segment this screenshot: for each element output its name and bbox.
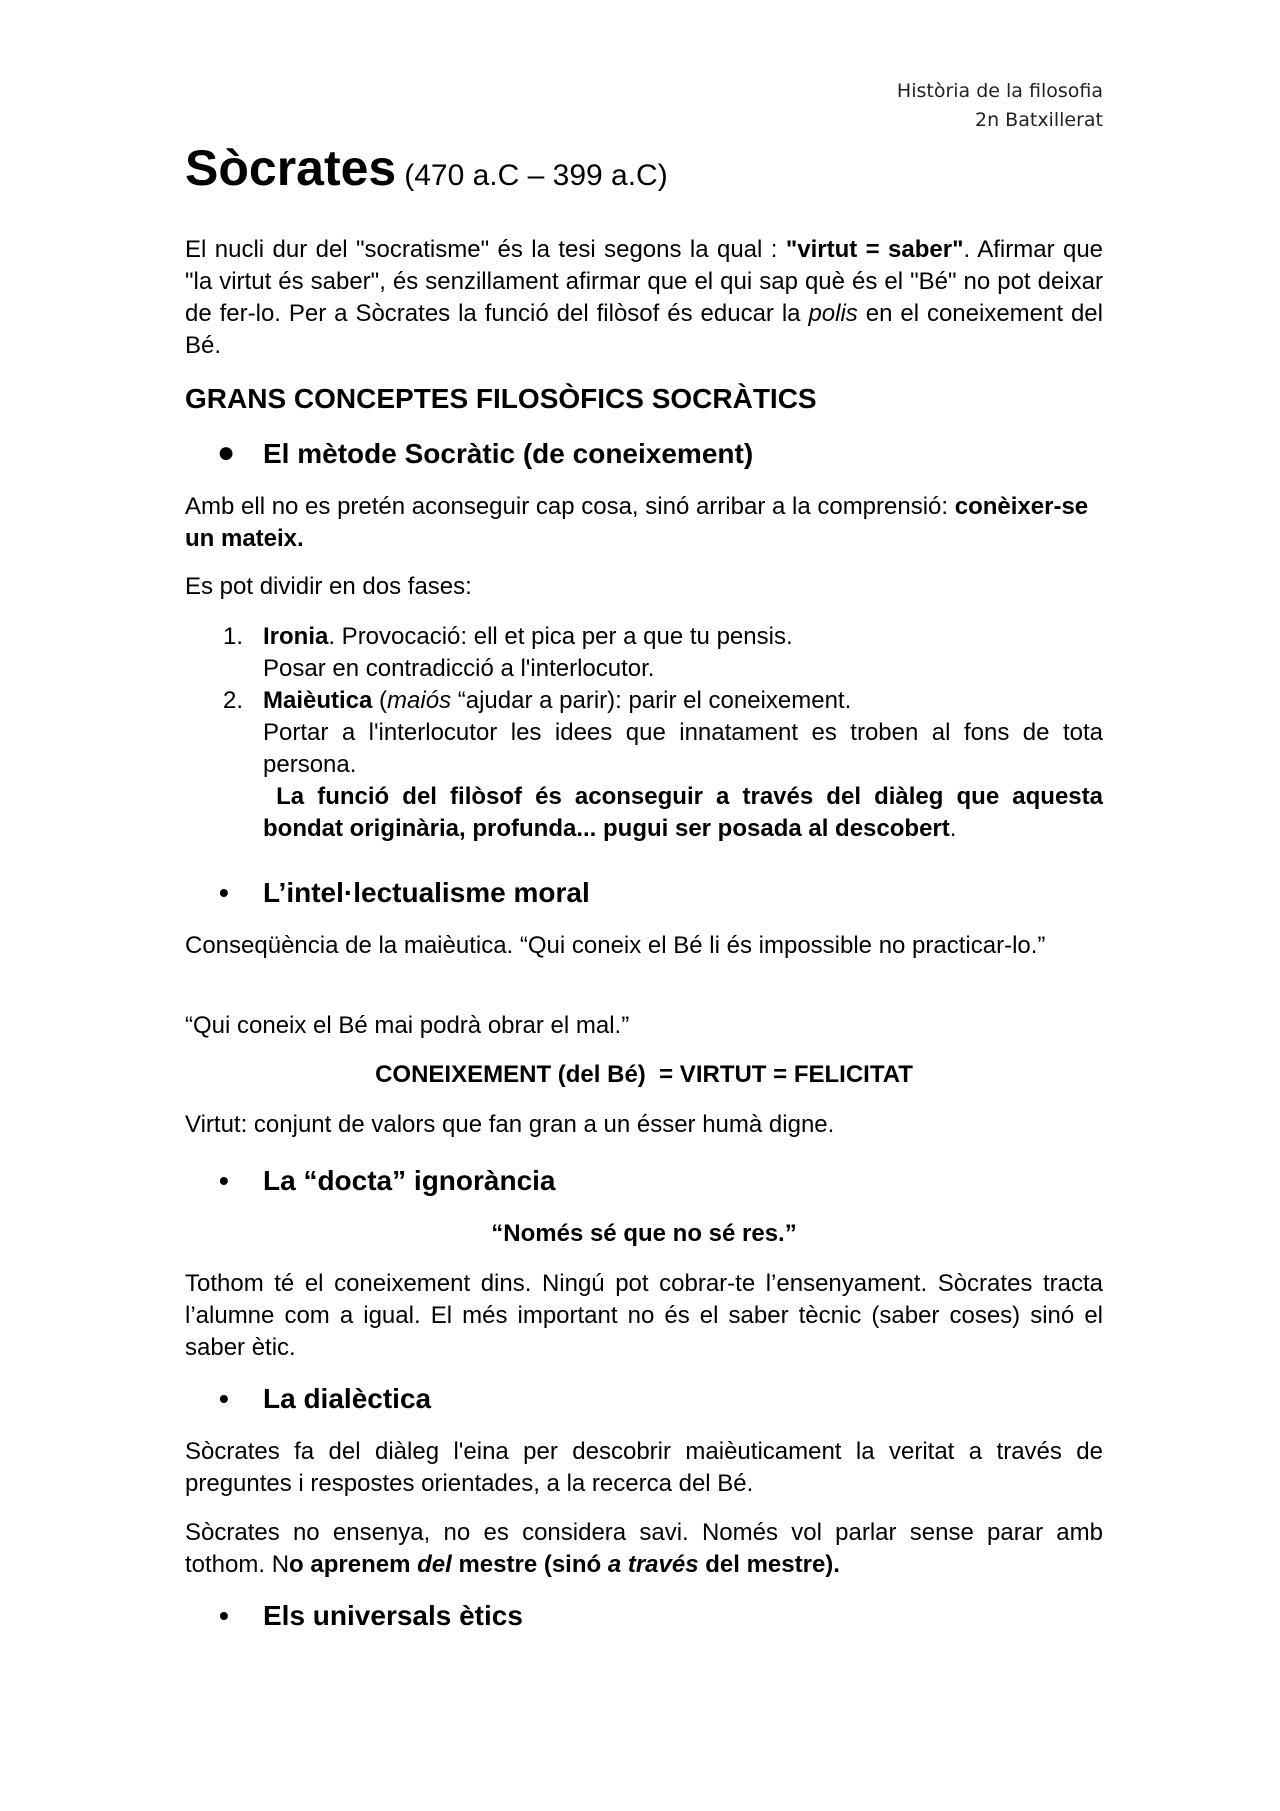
- phases-list: [185, 621, 1110, 845]
- bullet-icon: •: [219, 1383, 229, 1414]
- maieutica-line-3-bold: La funció del filòsof és aconseguir a través del diàleg que aquesta bondat originària, profunda... pugui ser posada al descobert: [263, 783, 1110, 842]
- intel-paragraph-2: “Qui coneix el Bé mai podrà obrar el mal.”: [185, 1012, 630, 1039]
- metode-p1-bold: conèixer-se un mateix.: [185, 493, 1089, 552]
- section-heading: GRANS CONCEPTES FILOSÒFICS SOCRÀTICS: [185, 383, 817, 414]
- list-number: 1.: [223, 623, 244, 650]
- docta-paragraph: Tothom té el coneixement dins. Ningú pot cobrar-te l’ensenyament. Sòcrates tracta l’alumne com a igual. El més important no és el saber tècnic (saber coses) sinó el saber ètic.: [185, 1270, 1103, 1361]
- title-name: Sòcrates: [185, 140, 397, 196]
- intro-italic-1: polis: [808, 300, 858, 327]
- metode-paragraph-2: Es pot dividir en dos fases:: [185, 573, 472, 600]
- heading-universals-text: Els universals ètics: [263, 1600, 523, 1631]
- dialectica-p2-bold-3: del mestre).: [698, 1551, 840, 1578]
- ironia-text: . Provocació: ell et pica per a que tu pensis.: [328, 623, 793, 650]
- ironia-line-2: Posar en contradicció a l'interlocutor.: [263, 655, 655, 682]
- heading-docta-text: La “docta” ignorància: [263, 1165, 556, 1196]
- metode-p1-text: Amb ell no es pretén aconseguir cap cosa, sinó arribar a la comprensió:: [185, 493, 955, 520]
- header-course: 2n Batxillerat: [975, 109, 1103, 131]
- dialectica-p2-bold-2: mestre (sinó: [451, 1551, 608, 1578]
- maieutica-italic: maiós: [387, 687, 452, 714]
- intel-paragraph-1: Conseqüència de la maièutica. “Qui coneix el Bé li és impossible no practicar-lo.”: [185, 932, 1046, 959]
- list-item-maieutica: [185, 685, 1110, 845]
- list-item-ironia: [185, 621, 1103, 685]
- bullet-icon: •: [219, 877, 229, 908]
- bullet-icon: •: [219, 1600, 229, 1631]
- intro-text-2: . Afirmar que "la virtut és saber", és senzillament afirmar que el qui sap què és el "Bé" no pot deixar de fer-lo. Per a Sòcrates la funció del filòsof és educar la: [185, 236, 1104, 327]
- bullet-icon: •: [219, 1165, 229, 1196]
- maieutica-line-2: Portar a l'interlocutor les idees que innatament es troben al fons de tota persona.: [263, 719, 1103, 778]
- docta-quote: “Només sé que no sé res.”: [491, 1220, 797, 1247]
- intel-paragraph-3: Virtut: conjunt de valors que fan gran a un ésser humà digne.: [185, 1111, 835, 1138]
- dialectica-p2-text: Sòcrates no ensenya, no es considera savi. Només vol parlar sense parar amb tothom. N: [185, 1519, 1103, 1578]
- maieutica-term: Maièutica: [263, 687, 373, 714]
- intro-paragraph: [185, 234, 1103, 362]
- dialectica-p2-bold-italic-1: del: [417, 1551, 452, 1578]
- bullet-icon: ●: [217, 436, 236, 469]
- maieutica-text-b: “ajudar a parir): parir el coneixement.: [451, 687, 852, 714]
- intro-bold-1: "virtut = saber": [785, 236, 964, 263]
- heading-dialectica-text: La dialèctica: [263, 1383, 432, 1414]
- header-subject: Història de la filosofia: [896, 80, 1103, 102]
- heading-metode-text: El mètode Socràtic (de coneixement): [263, 438, 754, 469]
- heading-intel-text: L’intel·lectualisme moral: [263, 877, 590, 908]
- title-dates: (470 a.C – 399 a.C): [404, 159, 668, 192]
- ironia-term: Ironia: [263, 623, 329, 650]
- list-number: 2.: [223, 687, 244, 714]
- metode-paragraph-1: [185, 491, 1103, 555]
- maieutica-text-a: (: [372, 687, 388, 714]
- dialectica-paragraph-2: [185, 1517, 1103, 1581]
- intel-formula: CONEIXEMENT (del Bé) = VIRTUT = FELICITAT: [375, 1061, 913, 1088]
- intro-text-3: en el coneixement del Bé.: [185, 300, 1103, 359]
- page-title: [185, 140, 668, 196]
- dialectica-paragraph-1: Sòcrates fa del diàleg l'eina per descobrir maièuticament la veritat a través de preguntes i respostes orientades, a la recerca del Bé.: [185, 1438, 1103, 1497]
- page-header: [897, 77, 1103, 135]
- document-page: [185, 0, 1110, 1811]
- dialectica-p2-bold-1: o aprenem: [289, 1551, 418, 1578]
- dialectica-p2-bold-italic-2: a través: [607, 1551, 699, 1578]
- maieutica-line-3-end: .: [949, 815, 957, 842]
- intro-text-1: El nucli dur del "socratisme" és la tesi segons la qual :: [185, 236, 786, 263]
